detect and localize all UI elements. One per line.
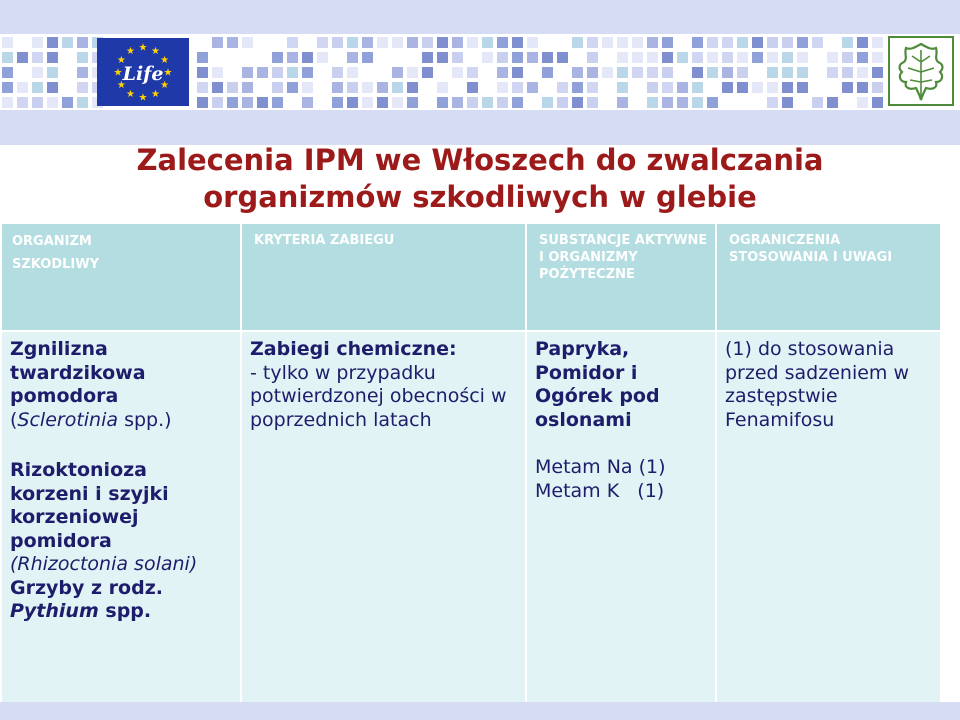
mosaic-tile <box>752 37 763 48</box>
mosaic-tile <box>857 97 868 108</box>
mosaic-tile <box>797 82 808 93</box>
mosaic-tile <box>497 67 508 78</box>
mosaic-tile <box>287 67 298 78</box>
mosaic-tile <box>602 37 613 48</box>
mosaic-tile <box>47 37 58 48</box>
mosaic-tile <box>77 97 88 108</box>
oak-leaf-icon <box>890 38 952 104</box>
mosaic-tile <box>332 37 343 48</box>
mosaic-tile <box>32 37 43 48</box>
header-notes-label: OGRANICZENIA STOSOWANIA I UWAGI <box>729 233 893 265</box>
mosaic-tile <box>242 37 253 48</box>
mosaic-tile <box>452 37 463 48</box>
mosaic-tile <box>32 52 43 63</box>
mosaic-tile <box>527 37 538 48</box>
mosaic-tile <box>197 97 208 108</box>
mosaic-tile <box>587 52 598 63</box>
mosaic-tile <box>512 37 523 48</box>
mosaic-tile <box>227 97 238 108</box>
pest-1-name: Zgnilizna twardzikowa pomodora <box>10 338 146 407</box>
mosaic-tile <box>2 97 13 108</box>
eu-star-icon: ★ <box>113 67 123 79</box>
header-criteria-label: KRYTERIA ZABIEGU <box>254 233 395 248</box>
oak-leaf-logo <box>888 36 954 106</box>
mosaic-tile <box>272 82 283 93</box>
mosaic-tile <box>707 52 718 63</box>
cell-organisms <box>1 331 241 705</box>
eu-star-icon: ★ <box>151 89 160 101</box>
mosaic-tile <box>632 37 643 48</box>
eu-star-icon: ★ <box>151 45 160 57</box>
mosaic-tile <box>302 97 313 108</box>
mosaic-tile <box>317 37 328 48</box>
mosaic-tile <box>287 52 298 63</box>
mosaic-tile <box>347 82 358 93</box>
mosaic-tile <box>482 97 493 108</box>
mosaic-tile <box>467 37 478 48</box>
footer-band <box>0 702 960 720</box>
mosaic-tile <box>302 67 313 78</box>
mosaic-tile <box>557 82 568 93</box>
mosaic-tile <box>767 97 778 108</box>
mosaic-tile <box>797 52 808 63</box>
mosaic-tile <box>47 97 58 108</box>
mosaic-tile <box>272 67 283 78</box>
mosaic-tile <box>797 37 808 48</box>
mosaic-tile <box>722 52 733 63</box>
mosaic-tile <box>17 97 28 108</box>
mosaic-tile <box>857 67 868 78</box>
mosaic-tile <box>602 67 613 78</box>
mosaic-tile <box>542 97 553 108</box>
mosaic-tile <box>782 67 793 78</box>
mosaic-tile <box>707 37 718 48</box>
header-substances <box>526 223 716 331</box>
mosaic-tile <box>347 97 358 108</box>
mosaic-tile <box>242 67 253 78</box>
mosaic-tile <box>857 52 868 63</box>
mosaic-tile <box>707 97 718 108</box>
mosaic-tile <box>557 52 568 63</box>
mosaic-tile <box>452 97 463 108</box>
eu-star-icon: ★ <box>116 80 126 91</box>
mosaic-tile <box>692 52 703 63</box>
eu-star-icon: ★ <box>138 92 148 104</box>
mosaic-tile <box>332 97 343 108</box>
mosaic-tile <box>287 82 298 93</box>
mosaic-tile <box>632 67 643 78</box>
header-organism-line2: SZKODLIWY <box>12 257 99 272</box>
mosaic-tile <box>677 82 688 93</box>
mosaic-tile <box>332 67 343 78</box>
pest-2-name: Rizoktonioza korzeni i szyjki korzeniowej pomidora <box>10 459 169 552</box>
mosaic-tile <box>32 97 43 108</box>
table-header-row <box>1 223 941 331</box>
mosaic-tile <box>767 37 778 48</box>
mosaic-tile <box>872 82 883 93</box>
mosaic-tile <box>512 97 523 108</box>
mosaic-tile <box>197 52 208 63</box>
mosaic-tile <box>647 52 658 63</box>
mosaic-tile <box>542 67 553 78</box>
mosaic-tile <box>17 82 28 93</box>
eu-star-icon: ★ <box>126 45 135 57</box>
mosaic-tile <box>737 52 748 63</box>
mosaic-tile <box>62 97 73 108</box>
mosaic-tile <box>242 97 253 108</box>
mosaic-tile <box>257 97 268 108</box>
header-criteria <box>241 223 526 331</box>
eu-star-icon: ★ <box>160 80 170 91</box>
mosaic-tile <box>347 67 358 78</box>
mosaic-tile <box>782 82 793 93</box>
mosaic-tile <box>692 82 703 93</box>
mosaic-tile <box>287 37 298 48</box>
mosaic-tile <box>2 67 13 78</box>
mosaic-tile <box>752 52 763 63</box>
mosaic-tile <box>737 67 748 78</box>
mosaic-tile <box>617 82 628 93</box>
mosaic-tile <box>437 97 448 108</box>
mosaic-tile <box>47 82 58 93</box>
mosaic-tile <box>587 82 598 93</box>
mosaic-tile <box>32 82 43 93</box>
ipm-table <box>0 222 942 706</box>
mosaic-tile <box>242 82 253 93</box>
mosaic-tile <box>422 52 433 63</box>
mosaic-tile <box>767 52 778 63</box>
mosaic-tile <box>782 37 793 48</box>
pest-2-latin: (Rhizoctonia solani) <box>10 553 198 575</box>
mosaic-tile <box>662 37 673 48</box>
mosaic-tile <box>767 67 778 78</box>
mosaic-tile <box>737 37 748 48</box>
mosaic-tile <box>407 82 418 93</box>
mosaic-tile <box>197 82 208 93</box>
mosaic-tile <box>662 67 673 78</box>
mosaic-tile <box>362 82 373 93</box>
mosaic-tile <box>872 97 883 108</box>
mosaic-tile <box>392 37 403 48</box>
mosaic-tile <box>302 82 313 93</box>
criteria-title: Zabiegi chemiczne: <box>250 338 457 360</box>
mosaic-tile <box>512 82 523 93</box>
mosaic-tile <box>677 52 688 63</box>
mosaic-tile <box>2 52 13 63</box>
eu-life-logo <box>97 38 189 106</box>
mosaic-tile <box>497 52 508 63</box>
mosaic-tile <box>617 97 628 108</box>
mosaic-tile <box>47 67 58 78</box>
mosaic-tile <box>32 67 43 78</box>
mosaic-tile <box>842 37 853 48</box>
eu-star-icon: ★ <box>126 89 135 101</box>
mosaic-tile <box>587 97 598 108</box>
mosaic-tile <box>617 67 628 78</box>
mosaic-tile <box>467 82 478 93</box>
cell-notes <box>716 331 941 705</box>
mosaic-tile <box>722 37 733 48</box>
mosaic-tile <box>77 37 88 48</box>
mosaic-tile <box>197 67 208 78</box>
cell-criteria <box>241 331 526 705</box>
mosaic-tile <box>2 82 13 93</box>
mosaic-tile <box>392 82 403 93</box>
header-organism-line1: ORGANIZM <box>12 234 92 249</box>
mosaic-tile <box>737 82 748 93</box>
mosaic-tile <box>212 82 223 93</box>
mosaic-tile <box>257 67 268 78</box>
mosaic-tile <box>497 37 508 48</box>
mosaic-tile <box>272 52 283 63</box>
mosaic-tile <box>782 97 793 108</box>
table-row <box>1 331 941 705</box>
mosaic-tile <box>227 37 238 48</box>
mosaic-tile <box>512 67 523 78</box>
mosaic-tile <box>677 97 688 108</box>
eu-star-icon: ★ <box>160 55 170 66</box>
mosaic-tile <box>812 97 823 108</box>
title-line-2: organizmów szkodliwych w glebie <box>203 180 757 214</box>
mosaic-tile <box>302 52 313 63</box>
header-organism <box>1 223 241 331</box>
mosaic-tile <box>437 52 448 63</box>
notes-text: (1) do stosowania przed sadzeniem w zastępstwie Fenamifosu <box>725 338 909 431</box>
mosaic-tile <box>77 82 88 93</box>
mosaic-tile <box>572 37 583 48</box>
mosaic-tile <box>572 67 583 78</box>
mosaic-tile <box>842 67 853 78</box>
pest-3-name: Grzyby z rodz. <box>10 576 163 599</box>
mosaic-tile <box>587 37 598 48</box>
mosaic-tile <box>17 52 28 63</box>
mosaic-tile <box>572 97 583 108</box>
mosaic-tile <box>827 52 838 63</box>
mosaic-tile <box>392 97 403 108</box>
mosaic-tile <box>722 67 733 78</box>
mosaic-tile <box>572 82 583 93</box>
mosaic-tile <box>872 52 883 63</box>
mosaic-tile <box>827 67 838 78</box>
substance-2: Metam K (1) <box>535 479 665 502</box>
mosaic-tile <box>212 37 223 48</box>
mosaic-tile <box>692 37 703 48</box>
mosaic-tile <box>467 97 478 108</box>
slide-title <box>0 142 960 222</box>
mosaic-tile <box>212 67 223 78</box>
substance-1: Metam Na (1) <box>535 456 666 478</box>
mosaic-tile <box>617 37 628 48</box>
mosaic-tile <box>212 97 223 108</box>
mosaic-tile <box>2 37 13 48</box>
mosaic-tile <box>377 97 388 108</box>
mosaic-tile <box>347 37 358 48</box>
mosaic-tile <box>692 67 703 78</box>
mosaic-tile <box>62 37 73 48</box>
mosaic-tile <box>392 67 403 78</box>
mosaic-tile <box>647 37 658 48</box>
mosaic-tile <box>452 67 463 78</box>
pest-1-latin: (Sclerotinia spp.) <box>10 408 172 431</box>
mosaic-tile <box>752 82 763 93</box>
mosaic-tile <box>872 67 883 78</box>
crops-label: Papryka, Pomidor i Ogórek pod oslonami <box>535 338 660 431</box>
mosaic-tile <box>317 52 328 63</box>
mosaic-tile <box>767 82 778 93</box>
mosaic-tile <box>557 97 568 108</box>
mosaic-tile <box>452 52 463 63</box>
mosaic-tile <box>662 82 673 93</box>
mosaic-tile <box>437 82 448 93</box>
mosaic-tile <box>827 97 838 108</box>
mosaic-tile <box>362 52 373 63</box>
mosaic-tile <box>587 67 598 78</box>
mosaic-tile <box>647 82 658 93</box>
mosaic-tile <box>662 97 673 108</box>
mosaic-tile <box>722 82 733 93</box>
header-substances-label: SUBSTANCJE AKTYWNE I ORGANIZMY POŻYTECZNE <box>539 233 708 282</box>
mosaic-tile <box>617 52 628 63</box>
mosaic-tile <box>782 52 793 63</box>
mosaic-tile <box>407 97 418 108</box>
mosaic-tile <box>527 82 538 93</box>
mosaic-tile <box>77 52 88 63</box>
mosaic-tile <box>377 37 388 48</box>
mosaic-tile <box>707 67 718 78</box>
mosaic-tile <box>527 52 538 63</box>
mosaic-tile <box>437 37 448 48</box>
mosaic-tile <box>692 97 703 108</box>
mosaic-tile <box>347 52 358 63</box>
mosaic-tile <box>407 67 418 78</box>
mosaic-tile <box>647 97 658 108</box>
mosaic-tile <box>467 67 478 78</box>
mosaic-tile <box>842 52 853 63</box>
header-notes <box>716 223 941 331</box>
mosaic-tile <box>872 37 883 48</box>
mosaic-tile <box>482 52 493 63</box>
mosaic-tile <box>227 82 238 93</box>
mosaic-tile <box>47 52 58 63</box>
mosaic-tile <box>422 37 433 48</box>
pest-3-latin: Pythium spp. <box>10 600 152 622</box>
mosaic-tile <box>662 52 673 63</box>
mosaic-tile <box>422 67 433 78</box>
mosaic-tile <box>482 37 493 48</box>
mosaic-tile <box>512 52 523 63</box>
mosaic-tile <box>857 82 868 93</box>
mosaic-tile <box>377 82 388 93</box>
mosaic-tile <box>77 67 88 78</box>
mosaic-tile <box>362 37 373 48</box>
eu-star-icon: ★ <box>138 42 148 54</box>
eu-star-icon: ★ <box>116 55 126 66</box>
mosaic-tile <box>272 97 283 108</box>
mosaic-tile <box>542 52 553 63</box>
mosaic-tile <box>842 82 853 93</box>
cell-substances <box>526 331 716 705</box>
criteria-text: - tylko w przypadku potwierdzonej obecności w poprzednich latach <box>250 361 507 431</box>
mosaic-tile <box>407 37 418 48</box>
mosaic-tile <box>812 37 823 48</box>
mosaic-tile <box>857 37 868 48</box>
mosaic-tile <box>632 52 643 63</box>
eu-star-icon: ★ <box>163 67 173 79</box>
mosaic-tile <box>332 82 343 93</box>
mosaic-tile <box>497 97 508 108</box>
life-logo-text: Life <box>122 63 164 85</box>
mosaic-tile <box>797 67 808 78</box>
title-line-1: Zalecenia IPM we Włoszech do zwalczania <box>136 143 824 177</box>
mosaic-tile <box>647 67 658 78</box>
mosaic-tile <box>497 82 508 93</box>
mosaic-tile <box>362 97 373 108</box>
